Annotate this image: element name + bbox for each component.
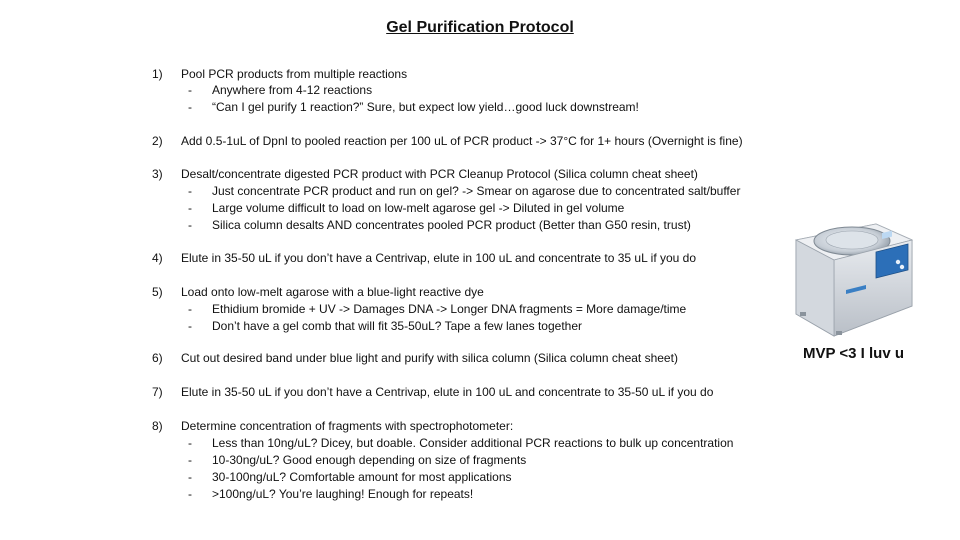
step-number: 5) [152, 285, 163, 299]
step-number: 4) [152, 251, 163, 265]
step-number: 1) [152, 67, 163, 81]
side-caption: MVP <3 I luv u [803, 345, 905, 362]
step-text: Desalt/concentrate digested PCR product with PCR Cleanup Protocol (Silica column cheat sheet) [181, 167, 698, 181]
step-text: Pool PCR products from multiple reactions [181, 67, 408, 81]
step-text: Load onto low-melt agarose with a blue-light reactive dye [181, 285, 484, 299]
step-text: Cut out desired band under blue light and purify with silica column (Silica column cheat sheet) [181, 351, 678, 365]
step-number: 3) [152, 167, 163, 181]
step-text: Determine concentration of fragments with spectrophotometer: [181, 419, 514, 433]
page-title: Gel Purification Protocol [386, 19, 574, 36]
step-number: 7) [152, 385, 163, 399]
step-text: Elute in 35-50 uL if you don’t have a Centrivap, elute in 100 uL and concentrate to 35-50 uL if you do [181, 385, 714, 399]
step-text: Add 0.5-1uL of DpnI to pooled reaction per 100 uL of PCR product -> 37°C for 1+ hours (Overnight is fine) [181, 134, 743, 148]
step-number: 6) [152, 351, 163, 365]
centrivap-image [790, 210, 918, 340]
step-number: 2) [152, 134, 163, 148]
step-number: 8) [152, 419, 163, 433]
step-text: Elute in 35-50 uL if you don’t have a Centrivap, elute in 100 uL and concentrate to 35 uL if you do [181, 251, 697, 265]
